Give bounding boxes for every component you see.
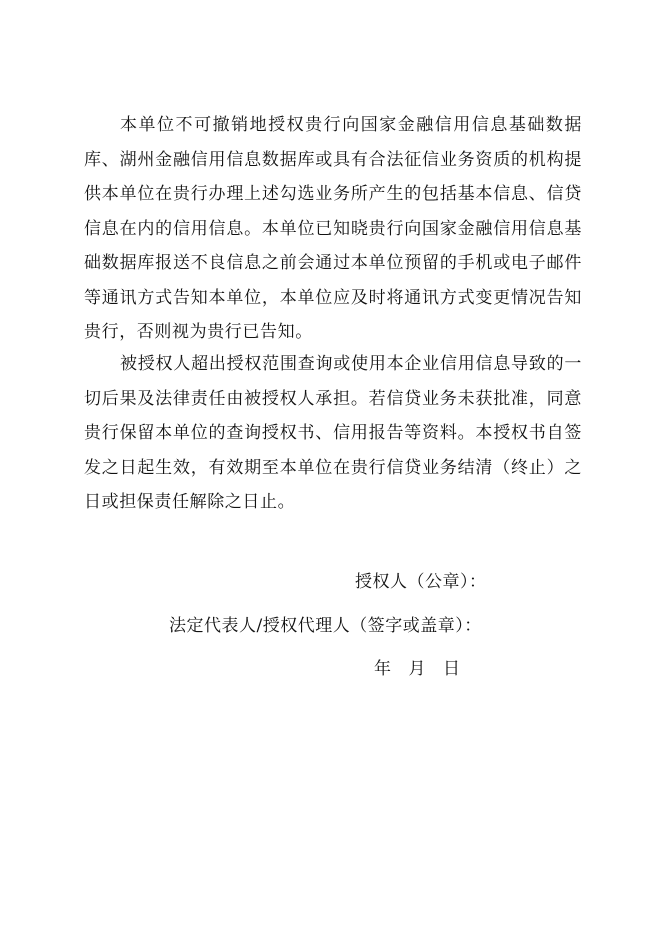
signature-date (374, 657, 461, 681)
liability-paragraph: 被授权人超出授权范围查询或使用本企业信用信息导致的一切后果及法律责任由被授权人承担。若信贷业务未获批准，同意贵行保留本单位的查询授权书、信用报告等资料。本授权书自签发之日起生效，有效期至本单位在贵行信贷业务结清（终止）之日或担保责任解除之日止。 (84, 354, 582, 512)
date-month-label: 月 (408, 659, 426, 679)
authorizer-seal-label: 授权人（公章）： (355, 572, 487, 592)
date-day-label: 日 (443, 659, 461, 679)
authorization-paragraph: 本单位不可撤销地授权贵行向国家金融信用信息基础数据库、湖州金融信用信息数据库或具有合法征信业务资质的机构提供本单位在贵行办理上述勾选业务所产生的包括基本信息、信贷信息在内的信用信息。本单位已知晓贵行向国家金融信用信息基础数据库报送不良信息之前会通过本单位预留的手机或电子邮件等通讯方式告知本单位，本单位应及时将通讯方式变更情况告知贵行，否则视为贵行已告知。 (84, 115, 582, 342)
legal-representative-signature-label: 法定代表人/授权代理人（签字或盖章）： (169, 616, 482, 636)
date-year-label: 年 (374, 659, 392, 679)
